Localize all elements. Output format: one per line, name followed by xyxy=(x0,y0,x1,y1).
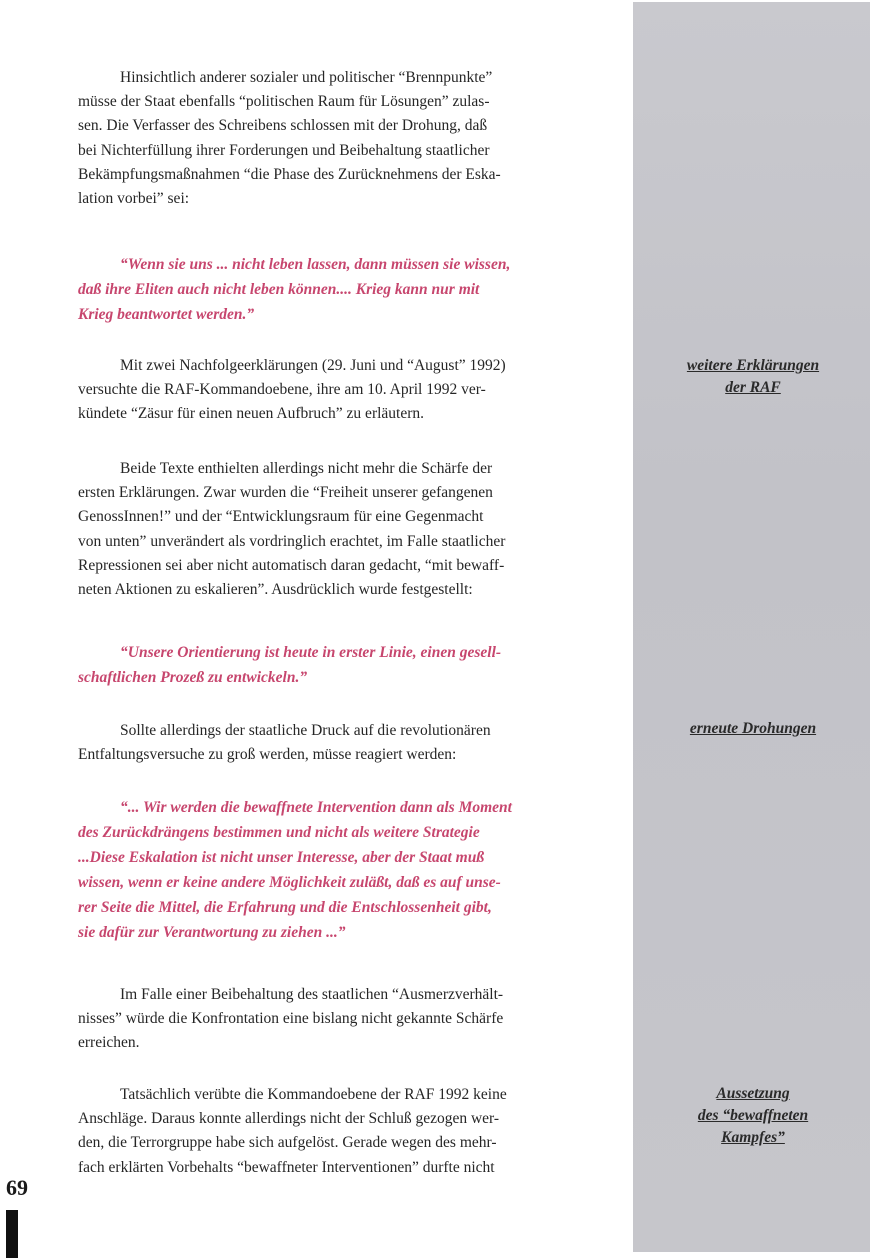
text-line: Sollte allerdings der staatliche Druck auf die revolutionären xyxy=(120,722,491,739)
quote-line: “Wenn sie uns ... nicht leben lassen, dann müssen sie wissen, xyxy=(120,256,511,273)
text-line: kündete “Zäsur für einen neuen Aufbruch” zu erläutern. xyxy=(78,405,425,423)
quote-line: rer Seite die Mittel, die Erfahrung und die Entschlossenheit gibt, xyxy=(78,899,492,916)
text-line: Hinsichtlich anderer sozialer und politischer “Brennpunkte” xyxy=(120,69,493,86)
text-line: den, die Terrorgruppe habe sich aufgelöst. Gerade wegen des mehr- xyxy=(78,1134,497,1152)
quote-line: “Unsere Orientierung ist heute in erster Linie, einen gesell- xyxy=(120,644,502,661)
text-line: Mit zwei Nachfolgeerklärungen (29. Juni und “August” 1992) xyxy=(120,357,506,374)
margin-note-line: der RAF xyxy=(725,379,781,396)
margin-note-weitere-erklaerungen xyxy=(633,355,873,399)
quote-line: “... Wir werden die bewaffnete Intervention dann als Moment xyxy=(120,799,512,816)
text-line: lation vorbei” sei: xyxy=(78,190,190,208)
text-line: sen. Die Verfasser des Schreibens schlossen mit der Drohung, daß xyxy=(78,117,488,135)
text-line: nisses” würde die Konfrontation eine bislang nicht gekannte Schärfe xyxy=(78,1010,504,1028)
page-edge xyxy=(870,0,887,1259)
page-number: 69 xyxy=(6,1175,28,1200)
quote-block xyxy=(78,252,613,327)
margin-note-line: Aussetzung xyxy=(716,1085,790,1102)
margin-note-line: weitere Erklärungen xyxy=(686,357,820,374)
text-line: ersten Erklärungen. Zwar wurden die “Freiheit unserer gefangenen xyxy=(78,484,493,502)
text-line: Anschläge. Daraus konnte allerdings nicht der Schluß gezogen wer- xyxy=(78,1110,500,1128)
margin-note-line: Kampfes” xyxy=(721,1129,785,1146)
page-marker-bar xyxy=(6,1210,18,1258)
text-line: versuchte die RAF-Kommandoebene, ihre am 10. April 1992 ver- xyxy=(78,381,486,399)
text-line: Entfaltungsversuche zu groß werden, müsse reagiert werden: xyxy=(78,746,457,764)
text-line: Tatsächlich verübte die Kommandoebene der RAF 1992 keine xyxy=(120,1086,507,1103)
margin-sidebar xyxy=(633,2,873,1252)
margin-note-line: erneute Drohungen xyxy=(689,720,817,737)
quote-line: schaftlichen Prozeß zu entwickeln.” xyxy=(78,669,308,686)
text-line: von unten” unverändert als vordringlich erachtet, im Falle staatlicher xyxy=(78,532,506,550)
paragraph xyxy=(78,354,613,427)
quote-block xyxy=(78,795,613,945)
text-line: Bekämpfungsmaßnahmen “die Phase des Zurücknehmens der Eska- xyxy=(78,165,501,183)
paragraph xyxy=(78,457,613,602)
quote-line: ...Diese Eskalation ist nicht unser Interesse, aber der Staat muß xyxy=(78,849,485,866)
text-line: bei Nichterfüllung ihrer Forderungen und Beibehaltung staatlicher xyxy=(78,141,490,159)
quote-line: daß ihre Eliten auch nicht leben können.... Krieg kann nur mit xyxy=(78,281,480,298)
text-line: fach erklärten Vorbehalts “bewaffneter Interventionen” durfte nicht xyxy=(78,1158,495,1176)
margin-note-aussetzung xyxy=(633,1083,873,1149)
text-line: Im Falle einer Beibehaltung des staatlichen “Ausmerzverhält- xyxy=(120,986,504,1003)
quote-line: wissen, wenn er keine andere Möglichkeit zuläßt, daß es auf unse- xyxy=(78,874,501,891)
text-line: erreichen. xyxy=(78,1034,140,1052)
paragraph xyxy=(78,1083,613,1180)
quote-line: Krieg beantwortet werden.” xyxy=(78,306,255,323)
quote-block xyxy=(78,640,613,690)
text-line: GenossInnen!” und der “Entwicklungsraum für eine Gegenmacht xyxy=(78,508,484,526)
text-line: neten Aktionen zu eskalieren”. Ausdrücklich wurde festgestellt: xyxy=(78,581,473,599)
text-line: müsse der Staat ebenfalls “politischen Raum für Lösungen” zulas- xyxy=(78,93,490,111)
margin-note-erneute-drohungen xyxy=(633,718,873,740)
quote-line: sie dafür zur Verantwortung zu ziehen ...” xyxy=(78,924,346,941)
margin-note-line: des “bewaffneten xyxy=(697,1107,809,1124)
text-line: Beide Texte enthielten allerdings nicht mehr die Schärfe der xyxy=(120,460,493,477)
quote-line: des Zurückdrängens bestimmen und nicht als weitere Strategie xyxy=(78,824,480,841)
paragraph xyxy=(78,66,613,211)
paragraph xyxy=(78,719,613,767)
text-line: Repressionen sei aber nicht automatisch daran gedacht, “mit bewaff- xyxy=(78,556,505,574)
paragraph xyxy=(78,983,613,1056)
